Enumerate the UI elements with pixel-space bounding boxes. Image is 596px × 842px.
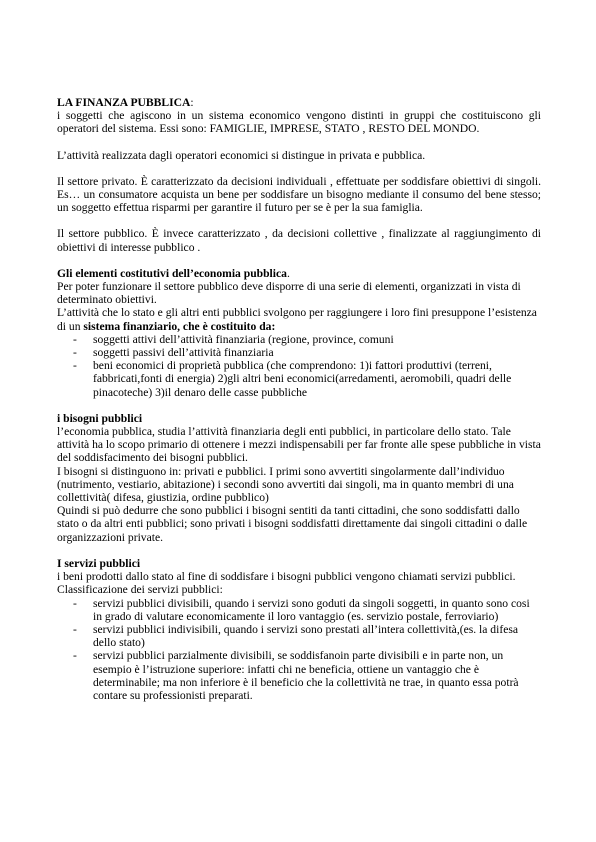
services-heading-line — [57, 557, 541, 570]
elements-line-2-text: L’attività che lo stato e gli altri enti pubblici svolgono per raggiungere i loro fini presuppone l’esistenza di un — [57, 306, 537, 333]
needs-heading-line — [57, 412, 541, 425]
private-sector-paragraph: Il settore privato. È caratterizzato da decisioni individuali , effettuate per soddisfare obiettivi di singoli. Es… un consumatore acquista un bene per soddisfare un bisogno mediante il consumo del bene stesso; un soggetto effettua risparmi per garantire il futuro per se è per la sua famiglia. — [57, 174, 541, 215]
needs-line-2: I bisogni si distinguono in: privati e pubblici. I primi sono avvertiti singolarmente dall’individuo (nutrimento, vestiario, abitazione) i secondi sono avvertiti dai singoli, ma in quanto membri di una collettività( difesa, giustizia, ordine pubblico) — [57, 464, 514, 505]
list-item-text: soggetti attivi dell’attività finanziaria (regione, province, comuni — [93, 332, 394, 346]
elements-line-1: Per poter funzionare il settore pubblico deve disporre di una serie di elementi, organizzati in vista di determinato obiettivi. — [57, 280, 521, 307]
list-item-text: soggetti passivi dell’attività finanziaria — [93, 346, 274, 360]
list-item — [57, 346, 541, 359]
public-sector-paragraph: Il settore pubblico. È invece caratterizzato , da decisioni collettive , finalizzate al raggiungimento di obiettivi di interesse pubblico . — [57, 227, 541, 254]
list-item-text: servizi pubblici divisibili, quando i servizi sono goduti da singoli soggetti, in quanto sono cosi in grado di valutare economicamente il loro vantaggio (es. servizio postale, ferroviario) — [93, 596, 530, 623]
elements-line-2 — [57, 306, 541, 332]
section-public-services — [57, 557, 541, 702]
document-page — [57, 96, 541, 715]
dash-bullet: - — [73, 622, 77, 636]
needs-line-1: l’economia pubblica, studia l’attività finanziaria degli enti pubblici, in particolare dello stato. Tale attività ha lo scopo primario di ottenere i mezzi indispensabili per far fronte alle spese pubbliche in vista del soddisfacimento dei bisogni pubblici. — [57, 425, 541, 465]
dash-bullet: - — [73, 332, 77, 346]
services-heading: I servizi pubblici — [57, 556, 141, 570]
list-item — [57, 597, 541, 623]
financial-system-phrase: sistema finanziario, che è costituito da: — [83, 319, 276, 333]
needs-line-3: Quindi si può dedurre che sono pubblici i bisogni sentiti da tanti cittadini, che sono soddisfatti dallo stato o da altri enti pubblici; sono privati i bisogni soddisfatti direttamente dai singoli cittadini o dalle organizzazioni private. — [57, 504, 528, 544]
intro-paragraph — [57, 96, 541, 136]
section-elements — [57, 267, 541, 399]
needs-heading: i bisogni pubblici — [57, 411, 143, 425]
elements-list — [57, 333, 541, 399]
intro-text: i soggetti che agiscono in un sistema economico vengono distinti in gruppi che costituiscono gli operatori del sistema. Essi sono: FAMIGLIE, IMPRESE, STATO , RESTO DEL MONDO. — [57, 109, 541, 136]
elements-heading-dot: . — [286, 266, 290, 280]
list-item-text: beni economici di proprietà pubblica (che comprendono: 1)i fattori produttivi (terreni, fabbricati,fonti di energia) 2)gli altri beni economici(arredamenti, aeromobili, quadri delle pinacoteche) 3)il denaro delle casse pubbliche — [93, 359, 512, 399]
list-item-text: servizi pubblici parzialmente divisibili, se soddisfanoin parte divisibili e in parte non, un esempio è l’istruzione superiore: infatti chi ne beneficia, ottiene un vantaggio che è determinabile; ma non inferiore è il beneficio che la collettività ne trae, in quanto essa potrà contare su professionisti preparati. — [93, 649, 519, 702]
elements-heading-line — [57, 267, 541, 280]
list-item — [57, 359, 541, 399]
list-item — [57, 333, 541, 346]
dash-bullet: - — [73, 346, 77, 360]
list-item-text: servizi pubblici indivisibili, quando i servizi sono prestati all’intera collettività,(es. la difesa dello stato) — [93, 622, 518, 650]
list-item — [57, 649, 541, 702]
services-line-2: Classificazione dei servizi pubblici: — [57, 583, 223, 597]
services-list — [57, 597, 541, 703]
list-item — [57, 623, 541, 649]
activity-paragraph: L’attività realizzata dagli operatori economici si distingue in privata e pubblica. — [57, 148, 426, 162]
doc-title: LA FINANZA PUBBLICA — [57, 96, 191, 109]
title-colon: : — [190, 96, 194, 109]
section-public-needs — [57, 412, 541, 544]
dash-bullet: - — [73, 649, 77, 663]
dash-bullet: - — [73, 359, 77, 373]
dash-bullet: - — [73, 596, 77, 610]
elements-heading: Gli elementi costitutivi dell’economia pubblica — [57, 266, 287, 280]
services-line-1: i beni prodotti dallo stato al fine di soddisfare i bisogni pubblici vengono chiamati servizi pubblici. — [57, 570, 516, 584]
